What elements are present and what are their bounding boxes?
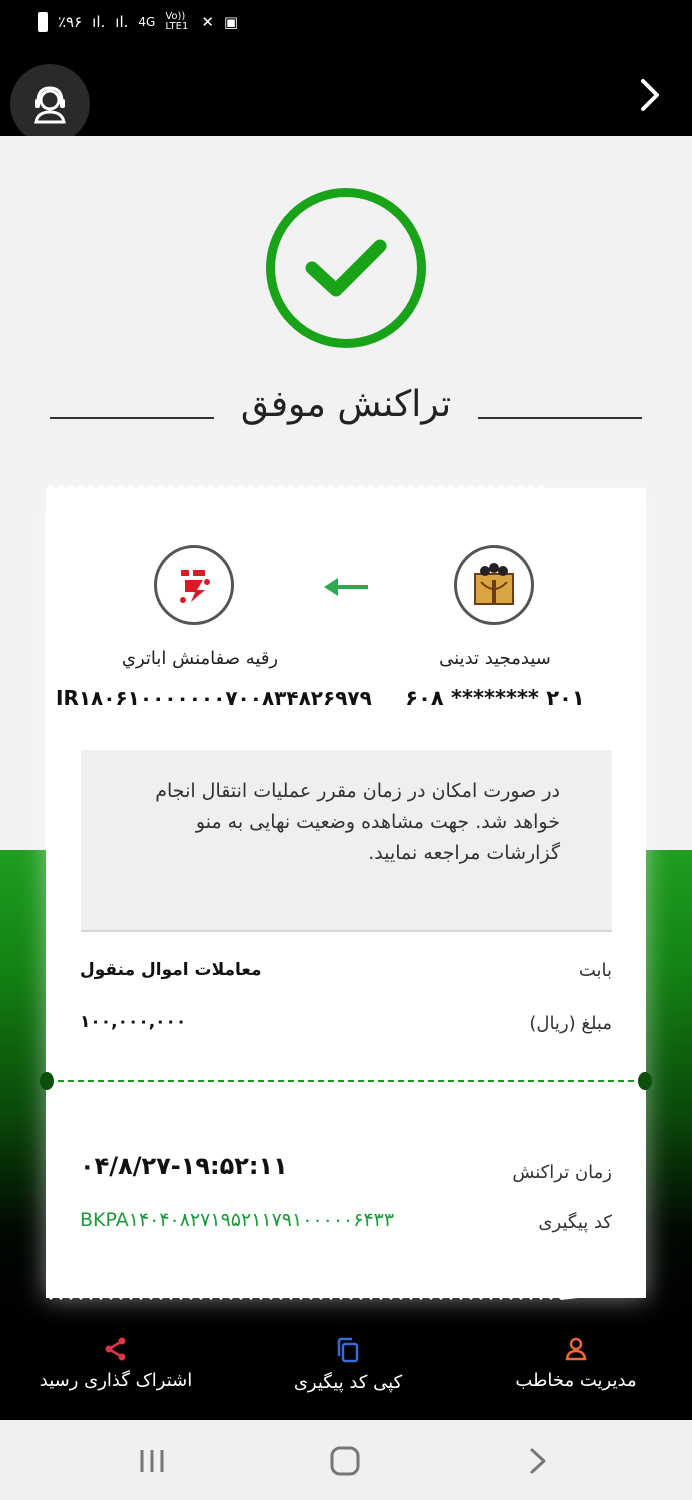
page-title: تراکنش موفق	[240, 384, 452, 425]
copy-tracking-label: کپی کد پیگیری	[293, 1372, 403, 1393]
perforation-notch-right	[638, 1072, 652, 1090]
back-button[interactable]	[630, 72, 670, 118]
share-icon	[103, 1336, 129, 1362]
perforation-notch-left	[40, 1072, 54, 1090]
amount-label: مبلغ (ریال)	[529, 1013, 612, 1034]
home-icon[interactable]	[328, 1444, 362, 1478]
support-button[interactable]	[10, 64, 90, 144]
status-indicators	[38, 12, 238, 32]
purpose-value: معاملات اموال منقول	[80, 960, 262, 980]
arrow-left-icon	[322, 574, 370, 600]
network-type: 4G	[138, 15, 156, 29]
signal-icon-2: ıl.	[115, 13, 129, 31]
status-time: ۱۹:۵۲	[602, 14, 652, 38]
amount-value: ۱۰۰,۰۰۰,۰۰۰	[80, 1012, 187, 1032]
notice-text: در صورت امکان در زمان مقرر عملیات انتقال انجام خواهد شد. جهت مشاهده وضعیت نهایی به منو گزارشات مراجعه نمایید.	[155, 780, 560, 864]
transaction-time-value: ۰۴/۸/۲۷-۱۹:۵۲:۱۱	[80, 1152, 288, 1180]
copy-tracking-button[interactable]	[268, 1336, 428, 1406]
tracking-code-label: کد پیگیری	[538, 1212, 612, 1233]
transaction-time-label: زمان تراکنش	[512, 1162, 612, 1183]
signal-icon: ıl.	[92, 13, 106, 31]
title-divider-right	[478, 417, 642, 419]
bank-logo-icon	[471, 562, 517, 608]
manage-contacts-button[interactable]	[496, 1336, 656, 1406]
destination-account: IR۱۸۰۶۱۰۰۰۰۰۰۰۷۰۰۸۳۴۸۲۶۹۷۹	[56, 686, 372, 710]
volte-label: Vo)) LTE1	[165, 11, 189, 32]
app-bar	[0, 50, 692, 136]
notification-icon: ▣	[223, 13, 239, 31]
person-icon	[564, 1336, 588, 1362]
source-bank-logo	[454, 545, 534, 625]
success-indicator	[266, 188, 426, 348]
destination-bank-logo-icon	[171, 562, 217, 608]
perforation-line	[58, 1080, 634, 1082]
source-name: سیدمجید تدینی	[439, 648, 551, 669]
destination-name: رقیه صفامنش اباتري	[121, 648, 279, 669]
copy-icon	[335, 1336, 361, 1364]
share-receipt-label: اشتراک گذاری رسید	[39, 1370, 193, 1391]
system-back-icon[interactable]	[526, 1446, 550, 1476]
title-divider-left	[50, 417, 214, 419]
battery-percent: ٪۹۶	[58, 13, 83, 31]
share-receipt-button[interactable]	[20, 1336, 212, 1406]
tracking-code-value[interactable]: BKPA۱۴۰۴۰۸۲۷۱۹۵۲۱۱۷۹۱۰۰۰۰۰۶۴۳۳	[80, 1209, 395, 1231]
source-account: ۶۰۸ ******** ۲۰۱	[405, 686, 585, 710]
headset-icon	[28, 82, 72, 126]
chevron-right-icon	[638, 77, 662, 113]
recent-apps-icon[interactable]	[136, 1446, 168, 1476]
receipt-bottom-edge	[46, 1290, 646, 1300]
manage-contacts-label: مدیریت مخاطب	[515, 1370, 637, 1391]
check-icon	[304, 236, 388, 300]
purpose-label: بابت	[578, 960, 612, 981]
receipt-top-edge	[46, 484, 646, 494]
destination-bank-logo	[154, 545, 234, 625]
battery-icon	[38, 12, 48, 32]
mute-icon: ✕	[201, 13, 214, 31]
